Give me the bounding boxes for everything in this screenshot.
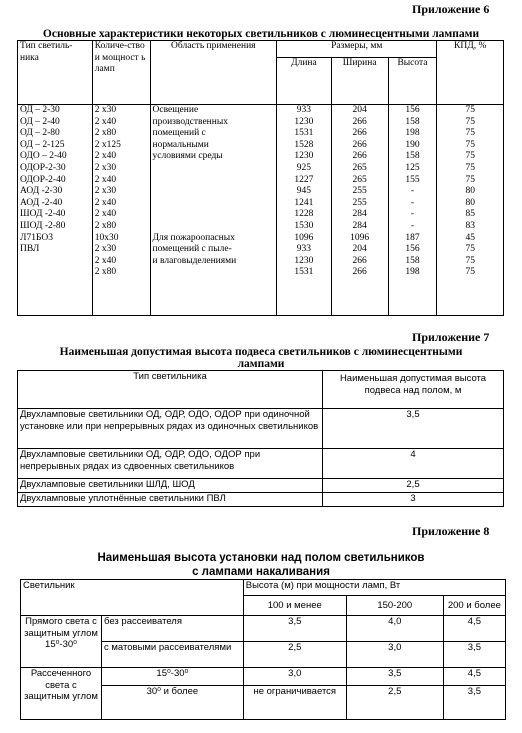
row-v1: не ограничивается (243, 686, 346, 720)
row-v3: 3,5 (443, 642, 505, 668)
row-sub: с матовыми рассеивателями (102, 642, 244, 668)
qty-column: 2 х30 2 х40 2 х80 2 х125 2 х40 2 х30 2 х40 2 х30 2 х40 2 х40 2 х80 10х30 2 х30 2 х40 2 х80 (92, 105, 150, 316)
appendix-6-title: Основные характеристики некоторых светильников с люминесцентными лампами (42, 28, 480, 40)
group-direct-light: Прямого света с защитным углом 15⁰-30⁰ (21, 616, 102, 668)
row-v1: 3,5 (243, 616, 346, 642)
row-sub: без рассеивателя (102, 616, 244, 642)
suspension-height-table (17, 370, 504, 507)
row-value: 4 (323, 449, 504, 479)
appendix-8-label: Приложение 8 (412, 524, 490, 538)
header-kpd: КПД, % (437, 41, 504, 105)
row-sub: 15⁰-30⁰ (102, 668, 244, 686)
header-col-150-200: 150-200 (346, 596, 443, 616)
header-type: Тип светиль-ника (18, 41, 93, 105)
header-col-100: 100 и менее (243, 596, 346, 616)
height-column: 156 158 198 190 158 125 155 - - - - 187 156 158 198 (388, 105, 437, 316)
header-height-by-power: Высота (м) при мощности ламп, Вт (243, 580, 505, 596)
header-length: Длина (277, 58, 332, 105)
row-v3: 4,5 (443, 616, 505, 642)
header-area: Область применения (150, 41, 277, 105)
row-type: Двухламповые светильники ОД, ОДР, ОДО, ОДОР при непрерывных рядах из сдвоенных светильников (18, 449, 323, 479)
appendix-8-title-line1: Наименьшая высота установки над полом светильников (97, 552, 425, 564)
header-min-height: Наименьшая допустимая высота подвеса над полом, м (323, 371, 504, 409)
row-sub: 30⁰ и более (102, 686, 244, 720)
row-v1: 2,5 (243, 642, 346, 668)
header-col-200: 200 и более (443, 596, 505, 616)
header-qty: Количе-ство и мощност ь ламп (92, 41, 150, 105)
row-type: Двухламповые светильники ШЛД, ШОД (18, 479, 323, 493)
width-column: 204 266 266 266 266 265 265 255 255 284 284 1096 204 266 266 (331, 105, 388, 316)
appendix-7-title-line1: Наименьшая допустимая высота подвеса светильников с люминесцентными (59, 346, 463, 358)
row-value: 2,5 (323, 479, 504, 493)
row-v1: 3,0 (243, 668, 346, 686)
incandescent-height-table (20, 579, 506, 720)
kpd-column: 75 75 75 75 75 75 75 80 80 85 83 45 75 75 75 (437, 105, 504, 316)
header-height: Высота (388, 58, 437, 105)
row-value: 3,5 (323, 409, 504, 449)
header-width: Ширина (331, 58, 388, 105)
row-v3: 3,5 (443, 686, 505, 720)
row-value: 3 (323, 493, 504, 507)
type-column: ОД – 2-30 ОД – 2-40 ОД – 2-80 ОД – 2-125 ОДО – 2-40 ОДОР-2-30 ОДОР-2-40 АОД -2-30 АОД -2-40 ШОД -2-40 ШОД -2-80 Л71БО3 ПВЛ (18, 105, 93, 316)
appendix-7-label: Приложение 7 (412, 330, 490, 344)
length-column: 933 1230 1531 1528 1230 925 1227 945 1241 1228 1530 1096 933 1230 1531 (277, 105, 332, 316)
row-v2: 4,0 (346, 616, 443, 642)
row-type: Двухламповые светильники ОД, ОДР, ОДО, ОДОР при одиночной установке или при непрерывных рядах из одиночных светильников (18, 409, 323, 449)
group-diffused-light: Рассеченного света с защитным углом (21, 668, 102, 720)
header-luminaire-type: Тип светильника (18, 371, 323, 409)
appendix-8-title-line2: с лампами накаливания (192, 566, 330, 578)
appendix-6-label: Приложение 6 (412, 2, 490, 16)
luminaire-characteristics-table (17, 40, 504, 316)
appendix-7-title-line2: лампами (237, 358, 285, 370)
header-lamp: Светильник (21, 580, 244, 616)
row-v2: 3,5 (346, 668, 443, 686)
row-v3: 4,5 (443, 668, 505, 686)
area-column: Освещение производственных помещений с нормальными условиями среды Для пожароопасных помещений с пыле- и влаговыделениями (150, 105, 277, 316)
row-v2: 2,5 (346, 686, 443, 720)
header-sizes: Размеры, мм (277, 41, 437, 58)
row-type: Двухламповые уплотнённые светильники ПВЛ (18, 493, 323, 507)
row-v2: 3,0 (346, 642, 443, 668)
